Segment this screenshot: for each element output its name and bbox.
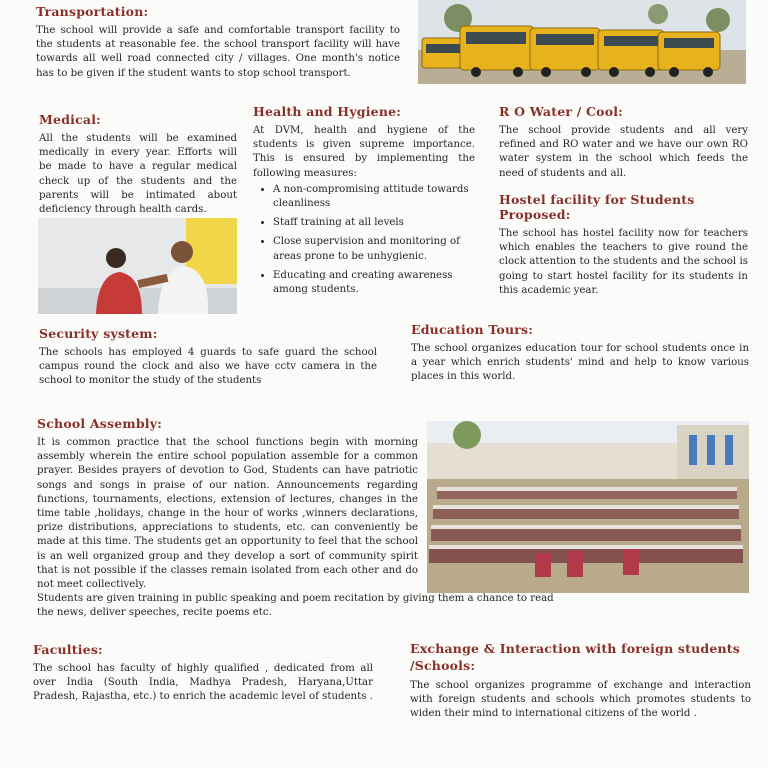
health-heading: Health and Hygiene: [253, 104, 402, 119]
exchange-text: The school organizes programme of exchange and interaction with foreign students and schools which promotes students to widen their mind to international citizens of the world . [410, 680, 751, 720]
school-buses-photo [418, 0, 746, 84]
assembly-text: It is common practice that the school functions begin with morning assembly wherein the entire school population assemble for a common prayer. Besides prayers of devotion to God, Students can have patriotic songs and songs in praise of our nation. Announcements regarding functions, tournaments, elections, extension of lectures, changes in the time table ,holidays, change in the hour of works ,winners declarations, prize distributions, appreciations to students, etc. can conveniently be made at this time. The students get an opportunity to feel that the school is an well organized group and they develop a sort of community spirit that is not possible if the classes remain isolated from each other and do not meet collectively. [37, 437, 418, 591]
exchange-heading: Exchange & Interaction with foreign students /Schools: [410, 641, 741, 673]
health-measures-list [253, 183, 475, 297]
assembly-text-continued: Students are given training in public speaking and poem recitation by giving them a chance to read the news, deliver speeches, recite poems etc. [37, 593, 554, 619]
health-item: • A non-compromising attitude towards cleanliness [273, 183, 475, 211]
faculties-heading: Faculties: [33, 642, 103, 657]
transport-section [36, 4, 400, 81]
hostel-text: The school has hostel facility now for teachers which enables the teachers to give round the clock attention to the students and the school is going to start hostel facility for its students in this academic year. [499, 228, 748, 296]
education-tours-text: The school organizes education tour for school students once in a year which enrich students' mind and help to know various places in this world. [411, 343, 749, 383]
medical-checkup-photo [38, 218, 237, 314]
medical-heading: Medical: [39, 112, 101, 127]
assembly-heading: School Assembly: [37, 416, 163, 431]
school-assembly-illustration [427, 421, 749, 593]
medical-checkup-illustration [38, 218, 237, 314]
exchange-section [410, 640, 751, 722]
hostel-heading: Hostel facility for Students Proposed: [499, 192, 695, 222]
health-section [253, 104, 475, 302]
ro-water-heading: R O Water / Cool: [499, 104, 623, 119]
health-item: • Staff training at all levels [273, 216, 475, 230]
medical-section [39, 112, 237, 217]
security-text: The schools has employed 4 guards to safe guard the school campus round the clock and also we have cctv camera in the school to monitor the study of the students [39, 347, 377, 387]
security-section [39, 326, 377, 389]
assembly-text-continued-wrapper [37, 592, 557, 620]
school-buses-illustration [418, 0, 746, 84]
health-item: • Educating and creating awareness among students. [273, 269, 475, 297]
education-tours-section [411, 322, 749, 385]
assembly-section [37, 416, 418, 592]
ro-water-section [499, 104, 748, 181]
transport-heading: Transportation: [36, 4, 149, 19]
hostel-section [499, 192, 748, 298]
faculties-text: The school has faculty of highly qualified , dedicated from all over India (South India, Madhya Pradesh, Haryana,Uttar Pradesh, Rajastha, etc.) to enrich the academic level of students . [33, 663, 373, 703]
transport-text: The school will provide a safe and comfortable transport facility to the students at reasonable fee. the school transport facility will have towards all well road connected city / villages. One month's notice has to be given if the student wants to stop school transport. [36, 25, 400, 79]
education-tours-heading: Education Tours: [411, 322, 534, 337]
security-heading: Security system: [39, 326, 158, 341]
medical-text: All the students will be examined medically in every year. Efforts will be made to have a regular medical check up of the students and the parents will be intimated about deficiency through health cards. [39, 133, 237, 216]
ro-water-text: The school provide students and all very refined and RO water and we have our own RO water system in the school which feeds the need of students and all. [499, 125, 748, 179]
health-item: • Close supervision and monitoring of areas prone to be unhygienic. [273, 235, 475, 263]
health-intro: At DVM, health and hygiene of the students is given supreme importance. This is ensured by implementing the following measures: [253, 125, 475, 179]
faculties-section [33, 642, 373, 705]
school-assembly-photo [427, 421, 749, 593]
